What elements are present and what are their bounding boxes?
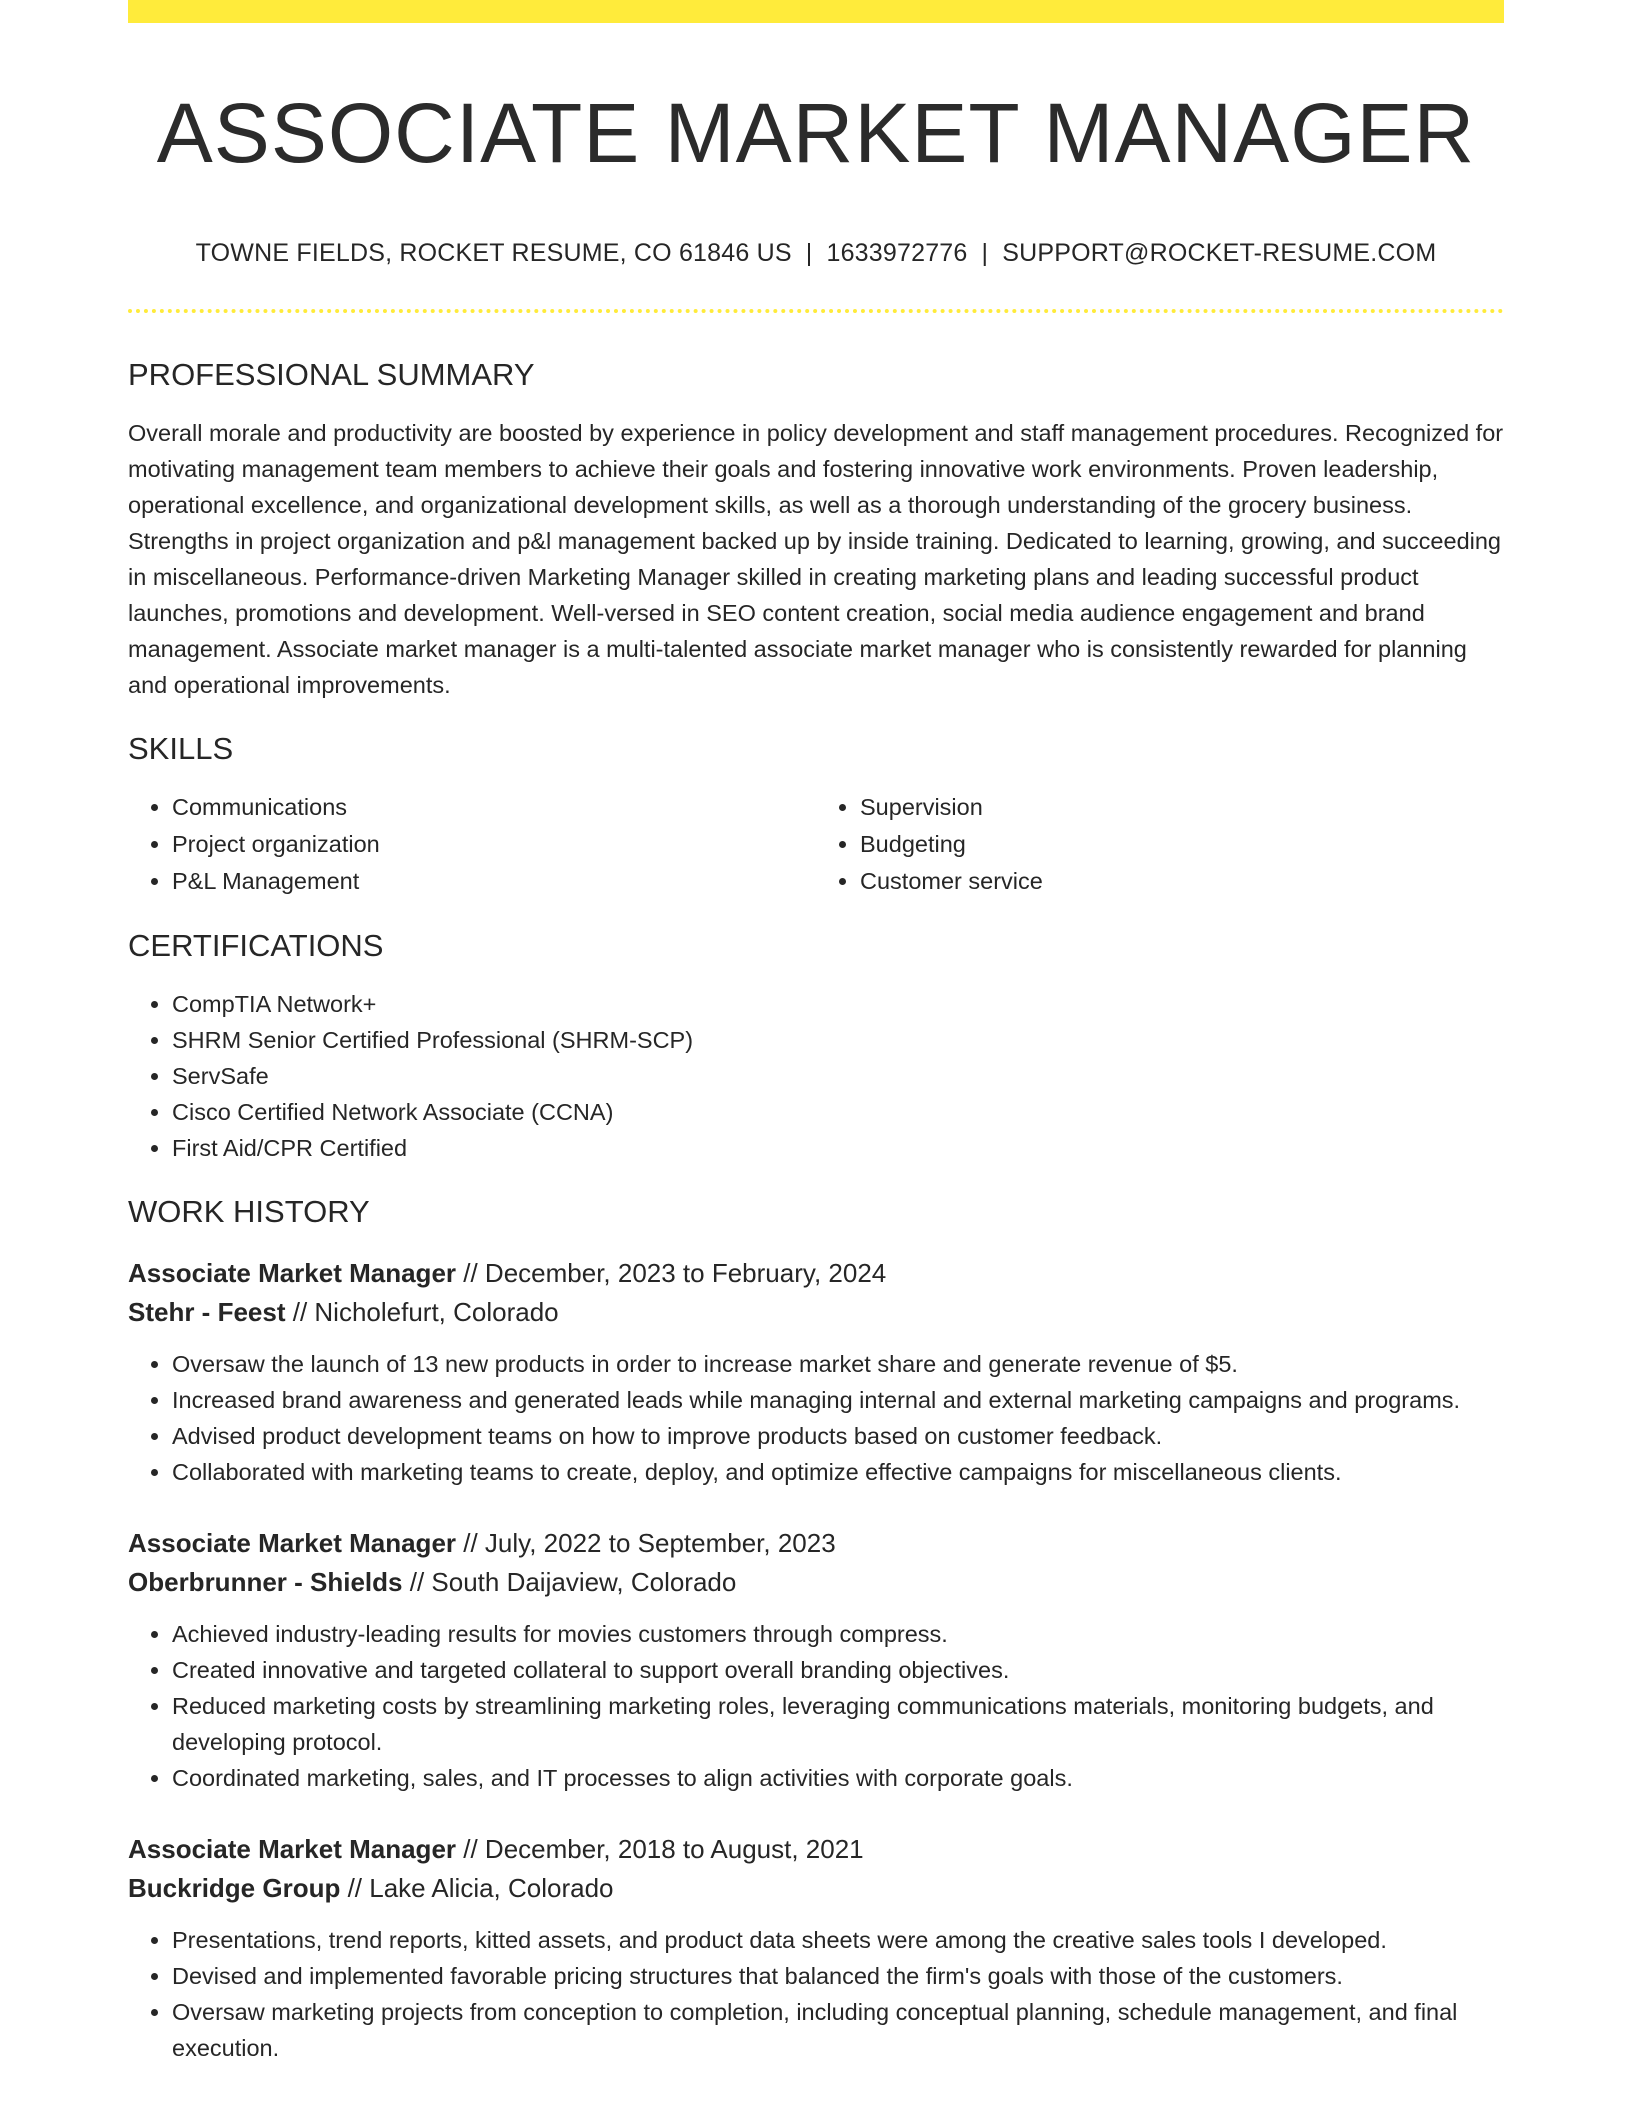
job-bullet: • Devised and implemented favorable pricing structures that balanced the firm's goals with those of the customers.: [172, 1958, 1504, 1994]
contact-phone: 1633972776: [826, 239, 968, 267]
job-title-line: [128, 1254, 1504, 1293]
job-role: Associate Market Manager: [128, 1834, 457, 1864]
job-role: Associate Market Manager: [128, 1528, 457, 1558]
job-location: // Lake Alicia, Colorado: [340, 1873, 614, 1903]
contact-line: [128, 237, 1504, 269]
job-dates: // December, 2023 to February, 2024: [456, 1258, 887, 1288]
job-title-line: [128, 1830, 1504, 1869]
work-history-heading: WORK HISTORY: [128, 1194, 370, 1229]
job-company: Buckridge Group: [128, 1873, 341, 1903]
skills-heading: SKILLS: [128, 731, 234, 766]
job-bullet: • Reduced marketing costs by streamlining marketing roles, leveraging communications materials, monitoring budgets, and developing protocol.: [172, 1688, 1504, 1760]
job-bullet: • Created innovative and targeted collateral to support overall branding objectives.: [172, 1652, 1504, 1688]
job-dates: // July, 2022 to September, 2023: [456, 1528, 836, 1558]
skill-item: • Customer service: [860, 863, 1504, 900]
skill-item: • P&L Management: [172, 863, 816, 900]
job-location: // South Daijaview, Colorado: [402, 1567, 737, 1597]
skills-column-right: [816, 789, 1504, 900]
job-company-line: [128, 1869, 1504, 1908]
job-location: // Nicholefurt, Colorado: [285, 1297, 559, 1327]
contact-separator: |: [981, 239, 989, 267]
skill-item: • Project organization: [172, 826, 816, 863]
certifications-heading: CERTIFICATIONS: [128, 928, 384, 963]
certification-item: • ServSafe: [172, 1058, 1504, 1094]
candidate-name: ASSOCIATE MARKET MANAGER: [156, 86, 1476, 180]
job-bullet: • Coordinated marketing, sales, and IT processes to align activities with corporate goals.: [172, 1760, 1504, 1796]
contact-separator: |: [805, 239, 813, 267]
job-bullet: • Collaborated with marketing teams to create, deploy, and optimize effective campaigns for miscellaneous clients.: [172, 1454, 1504, 1490]
contact-address: TOWNE FIELDS, ROCKET RESUME, CO 61846 US: [195, 239, 792, 267]
skill-item: • Supervision: [860, 789, 1504, 826]
job-entry: [128, 1254, 1504, 1490]
job-entry: [128, 1524, 1504, 1796]
certification-item: • First Aid/CPR Certified: [172, 1130, 1504, 1166]
resume-content: [128, 23, 1504, 2066]
job-bullet: • Achieved industry-leading results for movies customers through compress.: [172, 1616, 1504, 1652]
job-company: Stehr - Feest: [128, 1297, 286, 1327]
dotted-divider: [128, 309, 1504, 313]
job-title-line: [128, 1524, 1504, 1563]
job-bullet: • Advised product development teams on how to improve products based on customer feedback.: [172, 1418, 1504, 1454]
job-bullet: • Increased brand awareness and generated leads while managing internal and external marketing campaigns and programs.: [172, 1382, 1504, 1418]
job-bullets: [128, 1346, 1504, 1490]
skills-column-left: [128, 789, 816, 900]
job-company: Oberbrunner - Shields: [128, 1567, 403, 1597]
skill-item: • Communications: [172, 789, 816, 826]
job-bullet: • Oversaw marketing projects from conception to completion, including conceptual planning, schedule management, and final execution.: [172, 1994, 1504, 2066]
job-entry: [128, 1830, 1504, 2066]
certification-item: • Cisco Certified Network Associate (CCNA): [172, 1094, 1504, 1130]
skill-item: • Budgeting: [860, 826, 1504, 863]
top-accent-bar: [128, 0, 1504, 23]
summary-heading: PROFESSIONAL SUMMARY: [128, 357, 535, 392]
job-company-line: [128, 1293, 1504, 1332]
job-bullet: • Oversaw the launch of 13 new products in order to increase market share and generate revenue of $5.: [172, 1346, 1504, 1382]
certification-item: • SHRM Senior Certified Professional (SHRM-SCP): [172, 1022, 1504, 1058]
job-bullet: • Presentations, trend reports, kitted assets, and product data sheets were among the creative sales tools I developed.: [172, 1922, 1504, 1958]
certification-item: • CompTIA Network+: [172, 986, 1504, 1022]
job-bullets: [128, 1616, 1504, 1796]
job-role: Associate Market Manager: [128, 1258, 457, 1288]
summary-text: Overall morale and productivity are boosted by experience in policy development and staff management procedures. Recognized for motivating management team members to achieve their goals and fostering innovative work environments. Proven leadership, operational excellence, and organizational development skills, as well as a thorough understanding of the grocery business. Strengths in project organization and p&l management backed up by inside training. Dedicated to learning, growing, and succeeding in miscellaneous. Performance-driven Marketing Manager skilled in creating marketing plans and leading successful product launches, promotions and development. Well-versed in SEO content creation, social media audience engagement and brand management. Associate market manager is a multi-talented associate market manager who is consistently rewarded for planning and operational improvements.: [128, 420, 1504, 698]
job-company-line: [128, 1563, 1504, 1602]
certifications-list: [128, 986, 1504, 1166]
contact-email: SUPPORT@ROCKET-RESUME.COM: [1002, 239, 1437, 267]
job-dates: // December, 2018 to August, 2021: [456, 1834, 864, 1864]
skills-list: [128, 789, 1504, 900]
job-bullets: [128, 1922, 1504, 2066]
